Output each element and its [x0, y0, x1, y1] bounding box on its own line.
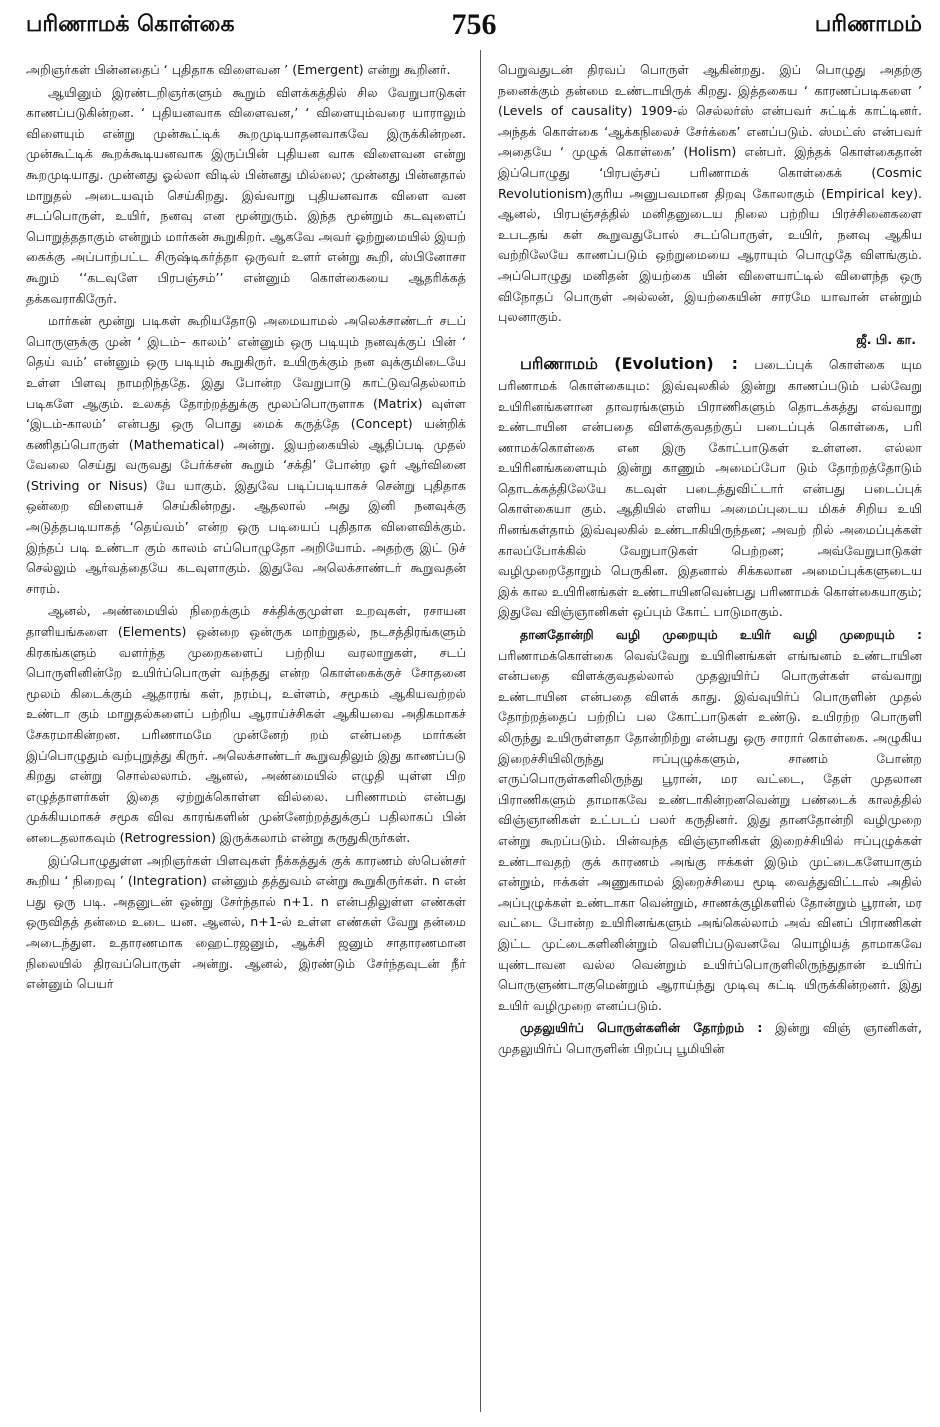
running-head-right: பரிணாமம் — [814, 12, 922, 37]
page-number: 756 — [451, 8, 497, 41]
column-divider — [480, 50, 481, 1412]
paragraph: இப்பொழுதுள்ள அறிஞர்கள் பிளவுகள் நீக்கத்துக் குக் காரணம் ஸ்பென்சர் கூறிய ‘ நிறைவு ’ (Integration) என்னும் தத்துவம் என்று கூறுகிருர்கள். n என் பது ஒரு படி. அதனுடன் ஒன்று சேர்ந்தால் n+1. n என்பதிலுள்ள எண்கள் ஒருவிதத் தன்மை உடை யன. ஆனல், n+1-ல் உள்ள எண்கள் வேறு தன்மை அடைந்துள. உதாரணமாக ஹைட்ரஜனும், ஆக்சி ஜனும் சாதாரணமான நிலையில் திரவப்பொருள் அன்று. ஆனல், இரண்டும் சேர்ந்தவுடன் நீர் என்னும் பெயர் — [26, 852, 466, 992]
section-heading: முதலுயிர்ப் பொருள்களின் தோற்றம் : — [520, 1020, 763, 1036]
section-spontaneous — [498, 625, 922, 1016]
entry-headword: பரிணாமம் — [520, 354, 598, 374]
section-text: இன்று விஞ் ஞானிகள், முதலுயிர்ப் பொருளின் பிறப்பு பூமியின் — [498, 1020, 922, 1056]
paragraph: பெறுவதுடன் திரவப் பொருள் ஆகின்றது. இப் பொழுது அதற்கு நனைக்கும் தன்மை உண்டாயிருக் கிறது. இத்தகைய ‘ காரணப்படிகளை ’ (Levels of causality) 1909-ல் செல்லர்ஸ் என்பவர் சுட்டிக் காட்டினர். அந்தக் கொள்கை ‘ஆக்கநிலைச் சேர்க்கை’ எனப்படும். ஸ்மட்ஸ் என்பவர் அதையே ‘ முழுக் கொள்கை’ (Holism) என்பர். இந்தக் கொள்கைதான் இப்பொழுது ‘பிரபஞ்சப் பரிணாமக் கொள்கைக் (Cosmic Revolutionism)குரிய அனுபவமான திறவு கோலாகும் (Empirical key). ஆனல், பிரபஞ்சத்தில் மனிதனுடைய நிலை பற்றிய பிரச்சினைகளை உபடதங் கள் கூறுவதுபோல் சடப்பொருள், உயிர், நனவு ஆகிய வற்றிலேயே காணப்படும் ஒற்றுமையை ஆராயும் பொழுதே விளங்கும். அப்பொழுது மனிதன் இயற்கை யின் விளையாட்டில் விளைந்த ஒரு விநோதப் பொருள் அல்லன், இயற்கையின் சாரமே யாவான் என்றும் புலனாகும். — [498, 62, 922, 325]
author-signature: ஜீ. பி. கா. — [856, 331, 916, 347]
paragraph: ஆயினும் இரண்டறிஞர்களும் கூறும் விளக்கத்தில் சில வேறுபாடுகள் காணப்படுகின்றன. ‘ புதியனவாக விளைவன,’ ‘ விளையும்வரை யாராலும் விளையும் என்று முன்கூட்டிக் கூறமுடியாதனவாகவே இருக்கின்றன. முன்கூட்டிக் கூறக்கூடியனவாக இருப்பின் புதியன வாக விளைவன என்று கூறமுடியாது. முன்னது ஓல்லா விடில் பின்னது மில்லை; முன்னது பின்னதால் மாறுதல் அடையவும் செய்கிறது. இவ்வாறு புதியனவாக விளை வன சடப்பொருள், உயிர், நனவு என மூன்றுரும். இந்த மூன்றும் கடவுளைப் பொறுத்ததாகும் என்றும் மார்கன் கூறுகிறர். ஆகவே அவர் ஓற்றுமையில் இயற் கைக்கு அப்பாற்பட்ட சிருஷ்டிகர்த்தா ஒருவர் உளர் என்று கூறி, ஸ்பினோசா கூறும் ‘‘கடவுளே பிரபஞ்சம்’’ என்னும் கொள்கையை ஆதரிக்கத் தக்கவராகிருேர். — [26, 84, 466, 306]
section-first-life — [498, 1018, 922, 1059]
page-header — [26, 6, 922, 50]
left-column — [26, 60, 466, 997]
section-heading: தானதோன்றி வழி முறையும் உயிர் வழி முறையும் : — [520, 627, 922, 643]
paragraph: மார்கன் மூன்று படிகள் கூறியதோடு அமையாமல் அலெக்சாண்டர் சடப் பொருளுக்கு முன் ‘ இடம்– காலம்’ என்னும் ஒரு படியும் நனவுக்குப் பின் ‘ தெய் வம்’ என்னும் ஒரு படியும் கூறுகிருர். உயிருக்கும் நன வுக்குமிடையே உள்ள பிளவு நாமறிந்ததே. இது போன்ற வேறுபாடு காட்டுவதெல்லாம் படிகளே ஆகும். உலகத் தோற்றத்துக்கு மூலப்பொருளாக (Matrix) வுள்ள ‘இடம்-காலம்’ என்பது ஒரு பொது மைக் கருத்தே (Concept) யன்றிக் கணிதப்பொருள் (Mathematical) அன்று. இயற்கையில் ஆதிப்படி முதல் வேலை செய்து வருவது பேர்க்சன் கூறும் ‘சக்தி’ போன்ற ஓர் ஆர்வினை (Striving or Nisus) யே யாகும். இதுவே படிப்படியாகச் சென்று புதிதாக ஒன்றை விளையச் செய்கின்றது. ஆதலால் அது இனி நனவுக்கு அடுத்தபடியாகத் ‘தெய்வம்’ என்ற ஒரு படியைப் புதிதாக விளைவிக்கும். இந்தப் படி உண்டா கும் காலம் எப்பொழுதோ அறியோம். அதற்கு இட் டுச் செல்லும் ஆர்வத்தையே கடவுளாகும். இதுவே அலெக்சாண்டர் கூறுவதன் சாரம். — [26, 313, 466, 596]
section-text: பரிணாமக்கொள்கை வெவ்வேறு உயிரினங்கள் எங்ஙனம் உண்டாயின என்பதை விளக்குவதல்லால் முதலுயிர்ப் பொருள்கள் எவ்வாறு உண்டாயின என்பதை விளக் காது. இவ்வுயிர்ப் பொருளின் முதல் தோற்றத்தைப் பற்றிப் பல கோட்பாடுகள் உண்டு. உயிரற்ற பொருளி லிருந்து உயிருள்ளதா தோன்றிற்று என்பது ஒரு சாரார் கொள்கை. அழுகிய இறைச்சியிலிருந்து ஈப்புழுக்களும், சாணம் போன்ற எருப்பொருள்களிலிருந்து பூரான், மர வட்டை, தேள் முதலான பிராணிகளும் தாமாகவே உண்டாகின்றனவென்று பண்டைக் காலத்தில் விஞ்ஞானிகள் உட்படப் பலர் கருதினர். இது தானதோன்றி வழிமுறை என்று கூறப்படும். பின்வந்த விஞ்ஞானிகள் இறைச்சியில் ஈப்புழுக்கள் உண்டாவதற் குக் காரணம் அங்கு ஈக்கள் இடும் முட்டைகளேயாகும் என்றும், ஈக்கள் அணுகாமல் இறைச்சியை மூடி வைத்துவிட்டால் அதில் அப்புழுக்கள் உண்டாகா வென்றும், சாணக்குழிகளில் தோன்றும் பூரான், மர வட்டை போன்ற உயிரினங்களும் அங்கெல்லாம் அவ் வினப் பிராணிகள் இட்ட முட்டைகளினின்றும் வெளிப்படுவனவே யொழியத் தாமாகவே யுண்டாவன வல்ல வென்றும் உயிர்ப்பொருளிலிருந்துதான் உயிர்ப் பொருளுண்டாகுமென்றும் ஆராய்ந்து முடிவு கட்டி யிருக்கின்றனர். இது உயிர் வழிமுறை எனப்படும். — [498, 647, 922, 1013]
running-head-left: பரிணாமக் கொள்கை — [26, 12, 235, 37]
text-columns — [26, 50, 922, 1420]
entry-headword-english: (Evolution) : — [614, 354, 738, 374]
paragraph: ஆனல், அண்மையில் நிறைக்கும் சக்திக்குமுள்ள உறவுகள், ரசாயன தாளியங்களை (Elements) ஒன்றை ஒன்ருக மாற்றுதல், நடசத்திரங்களும் கிரகங்களும் வளர்ந்த முறைகளைப் பற்றிய வரலாறுகள், சடப் பொருளினின்றே உயிர்ப்பொருள் வந்தது என்ற கொள்கைக்குச் சோதனை மூலம் கிடைக்கும் ஆதாரங் கள், நரம்பு, உள்ளம், சமூகம் ஆகியவற்றல் உண்டா கும் மாறுதல்களைப் பற்றிய ஆராய்ச்சிகள் ஆகியவை அதிகமாகச் சேகரமாகின்றன. பரிணாமமே முன்னேற் றம் என்பதை மார்கன் இப்பொழுதும் வற்புறுத்து கிருர். அலெக்சாண்டர் கூறுவதிலும் இது காணப்படு கிறது என்று சொல்லலாம். ஆனல், அண்மையில் எழுதி யுள்ள பிற எழுத்தாளர்கள் இதை ஏற்றுக்கொள்ள வில்லை. பரிணாமம் என்பது முக்கியமாகச் சமூக விவ காரங்களின் முன்னேற்றத்துக்குப் பதிலாகப் பின் னடைதலாகவும் (Retrogression) இருக்கலாம் என்று கருதுகிருர்கள். — [26, 603, 466, 845]
paragraph: அறிஞர்கள் பின்னதைப் ‘ புதிதாக விளைவன ’ (Emergent) என்று கூறினர். — [26, 62, 451, 77]
entry-text: படைப்புக் கொள்கை யும பரிணாமக் கொள்கையும: இவ்வுலகில் இன்று காணப்படும் பல்வேறு உயிரினங்களான தாவரங்களும் பிராணிகளும் தொடக்கத்து எவ்வாறு உண்டாயின என்பதை விளக்குவதற்குப் படைப்புக் கொள்கை, பரி ணாமக்கொள்கை என இரு கோட்பாடுகள் உள்ளன. எல்லா உயிரினங்களையும் இன்று காணும் அமைப்போ டும் தோற்றத்தோடும் தொடக்கத்திலேயே கடவுள் படைத்துவிட்டார் என்பது படைப்புக் கொள்கையா கும். ஆதியில் எளிய அமைப்புடைய மிகச் சிறிய உயி ரினங்கள்தாம் இவ்வுலகில் உண்டாகியிருந்தன; அவற் றில் அமைப்புக்கள் காலப்போக்கில் வேறுபாடுகள் பெற்றன; அவ்வேறுபாடுகள் வழிமுறைதோறும் பெருகின. இதனால் சிக்கலான அமைப்புக்களுடைய இக் கால உயிரினங்கள் உண்டாயினவென்பது பரிணாமக் கொள்கையாகும்; இதுவே விஞ்ஞானிகள் ஒப்பும் கோட் பாடுமாகும். — [498, 357, 922, 620]
right-column — [498, 60, 922, 1062]
entry-evolution — [498, 354, 922, 623]
